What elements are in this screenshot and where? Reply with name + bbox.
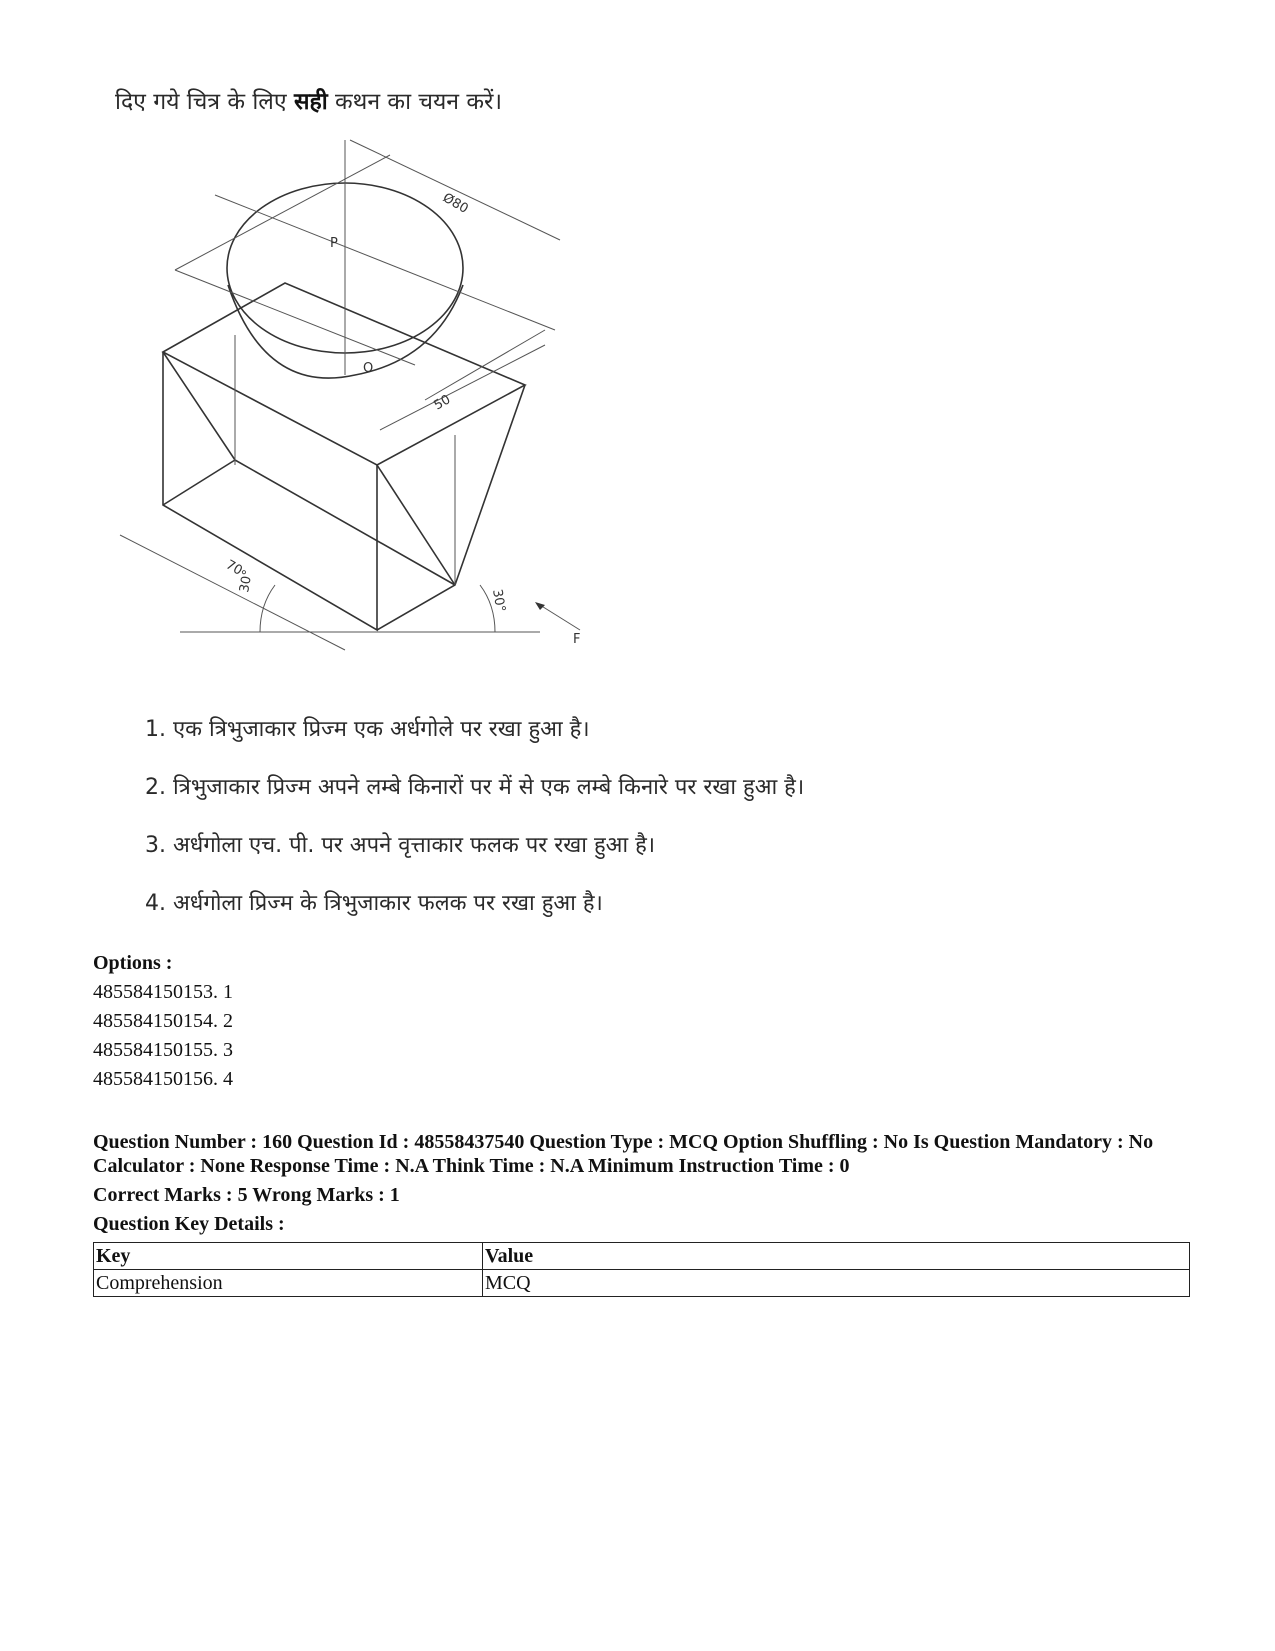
prism-left-face [163, 352, 377, 630]
isometric-figure [115, 135, 635, 690]
prompt-bold-word: सही [293, 89, 328, 115]
label-angle-left: 30° [237, 568, 256, 594]
statement-2: 2. त्रिभुजाकार प्रिज्म अपने लम्बे किनारों पर में से एक लम्बे किनारे पर रखा हुआ है। [145, 775, 805, 800]
prism-slope-edge [163, 352, 455, 585]
options-block [93, 952, 233, 1097]
question-meta [93, 1130, 1183, 1241]
statement-3: 3. अर्धगोला एच. पी. पर अपने वृत्ताकार फलक पर रखा हुआ है। [145, 833, 656, 858]
prism-top-face [163, 283, 525, 465]
cell-key: Comprehension [94, 1270, 483, 1297]
prism-inner-edge [163, 460, 235, 505]
label-diameter: Ø80 [440, 190, 471, 217]
option-3: 485584150155. 3 [93, 1039, 233, 1061]
table-row [94, 1270, 1190, 1297]
statement-4: 4. अर्धगोला प्रिज्म के त्रिभुजाकार फलक पर रखा हुआ है। [145, 891, 603, 916]
prompt-suffix: कथन का चयन करें। [327, 89, 503, 115]
arrow-head-icon [535, 602, 545, 610]
label-view-f: F [573, 632, 581, 647]
label-angle-right: 30° [489, 588, 508, 614]
option-2: 485584150154. 2 [93, 1010, 233, 1032]
prompt-prefix: दिए गये चित्र के लिए [115, 89, 294, 115]
option-4: 485584150156. 4 [93, 1068, 233, 1090]
cell-value: MCQ [483, 1270, 1190, 1297]
label-depth: 50 [431, 392, 454, 414]
label-point-o: O [363, 361, 374, 376]
prism-triangle-edge [377, 465, 455, 585]
statement-list [145, 713, 804, 945]
label-point-p: P [330, 236, 338, 251]
statement-1: 1. एक त्रिभुजाकार प्रिज्म एक अर्धगोले पर रखा हुआ है। [145, 717, 590, 742]
meta-marks: Correct Marks : 5 Wrong Marks : 1 [93, 1184, 400, 1206]
question-prompt [115, 84, 502, 116]
header-value: Value [483, 1243, 1190, 1270]
options-label: Options : [93, 952, 173, 974]
key-details-table [93, 1242, 1190, 1297]
meta-key-details-label: Question Key Details : [93, 1213, 285, 1235]
header-key: Key [94, 1243, 483, 1270]
option-1: 485584150153. 1 [93, 981, 233, 1003]
table-header-row [94, 1243, 1190, 1270]
label-length: 70 [223, 557, 245, 579]
meta-question-info: Question Number : 160 Question Id : 48558437540 Question Type : MCQ Option Shuffling : No Is Question Mandatory : No Calculator : None Response Time : N.A Think Time : N.A Minimum Instruction Time : 0 [93, 1131, 1154, 1177]
